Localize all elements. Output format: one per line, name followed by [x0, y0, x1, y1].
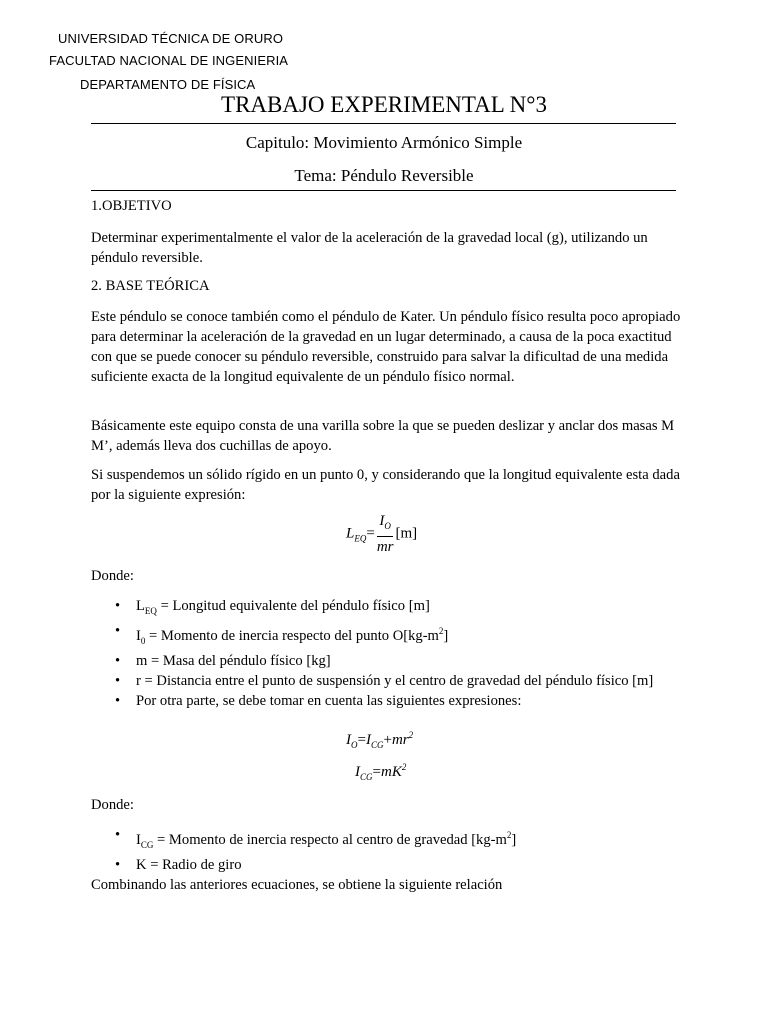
formula1-num-sub: O: [384, 521, 391, 531]
formula1-lhs: L: [346, 525, 355, 542]
bullet-icon: •: [115, 652, 121, 669]
bullet-icon: •: [115, 856, 121, 873]
list-item: • K = Radio de giro: [115, 856, 242, 873]
list-item: • m = Masa del péndulo físico [kg]: [115, 652, 331, 669]
equivalent-length-formula: [346, 512, 417, 556]
formula1-lhs-sub: EQ: [354, 533, 367, 544]
department-name: DEPARTAMENTO DE FÍSICA: [80, 77, 256, 92]
donde-label-1: Donde:: [91, 568, 134, 584]
document-title: TRABAJO EXPERIMENTAL N°3: [221, 92, 547, 117]
bullet-icon: •: [115, 827, 121, 843]
formula1-num: I: [379, 513, 385, 529]
topic-rule: [91, 190, 676, 191]
closing-sentence: Combinando las anteriores ecuaciones, se obtiene la siguiente relación: [91, 877, 503, 893]
definitions-list-2: [91, 825, 681, 875]
list-item: • $I_{CG}$ = Momento de inercia respecto al centro de gravedad $[kg-m^2]$: [115, 827, 517, 850]
formula1-den: mr: [376, 539, 394, 555]
bullet-icon: •: [115, 622, 121, 639]
theory-paragraph-1: Este péndulo se conoce también como el péndulo de Kater. Un péndulo físico resulta poco apropiado para determinar la aceleración de la gravedad en un lugar determinado, a causa de la poca exactitud con que se puede conocer su péndulo reversible, construido para salvar la dificultad de una medida suficiente exacta de la longitud equivalente de un péndulo físico normal.: [91, 309, 681, 385]
title-rule: [91, 123, 676, 124]
inertia-steiner-formula: $I_O=I_{CG}+mr^2$: [346, 730, 414, 750]
chapter-line: Capitulo: Movimiento Armónico Simple: [245, 133, 523, 152]
theory-heading: 2. BASE TEÓRICA: [91, 278, 210, 294]
bullet-icon: •: [115, 672, 121, 689]
university-name: UNIVERSIDAD TÉCNICA DE ORURO: [58, 31, 284, 46]
bullet-icon: •: [115, 692, 121, 709]
objective-text: Determinar experimentalmente el valor de la aceleración de la gravedad local (g), utilizando un péndulo reversible.: [91, 230, 648, 266]
formula1-unit: [m]: [395, 525, 418, 542]
list-item: • $I_0$ = Momento de inercia respecto del punto $O[kg-m^2]$: [115, 622, 449, 646]
objective-heading: 1.OBJETIVO: [91, 198, 172, 214]
list-item: • $L_{EQ}$ = Longitud equivalente del péndulo físico [m]: [115, 598, 430, 616]
donde-label-2: Donde:: [91, 797, 134, 813]
list-item: • Por otra parte, se debe tomar en cuenta las siguientes expresiones:: [115, 692, 522, 709]
theory-paragraph-2: Básicamente este equipo consta de una varilla sobre la que se pueden deslizar y anclar dos masas M M’, además lleva dos cuchillas de apoyo.: [91, 418, 675, 454]
formula1-fraction: [377, 512, 394, 556]
definitions-list-1: [91, 596, 681, 711]
list-item: • r = Distancia entre el punto de suspensión y el centro de gravedad del péndulo físico [m]: [115, 672, 654, 689]
topic-line: Tema: Péndulo Reversible: [294, 166, 474, 185]
inertia-radius-formula: $I_{CG}=mK^2$: [355, 762, 407, 782]
bullet-icon: •: [115, 598, 121, 614]
theory-paragraph-3: Si suspendemos un sólido rígido en un punto 0, y considerando que la longitud equivalente esta dada por la siguiente expresión:: [91, 467, 680, 503]
faculty-name: FACULTAD NACIONAL DE INGENIERIA: [49, 53, 289, 68]
formula1-eq: =: [366, 525, 375, 542]
